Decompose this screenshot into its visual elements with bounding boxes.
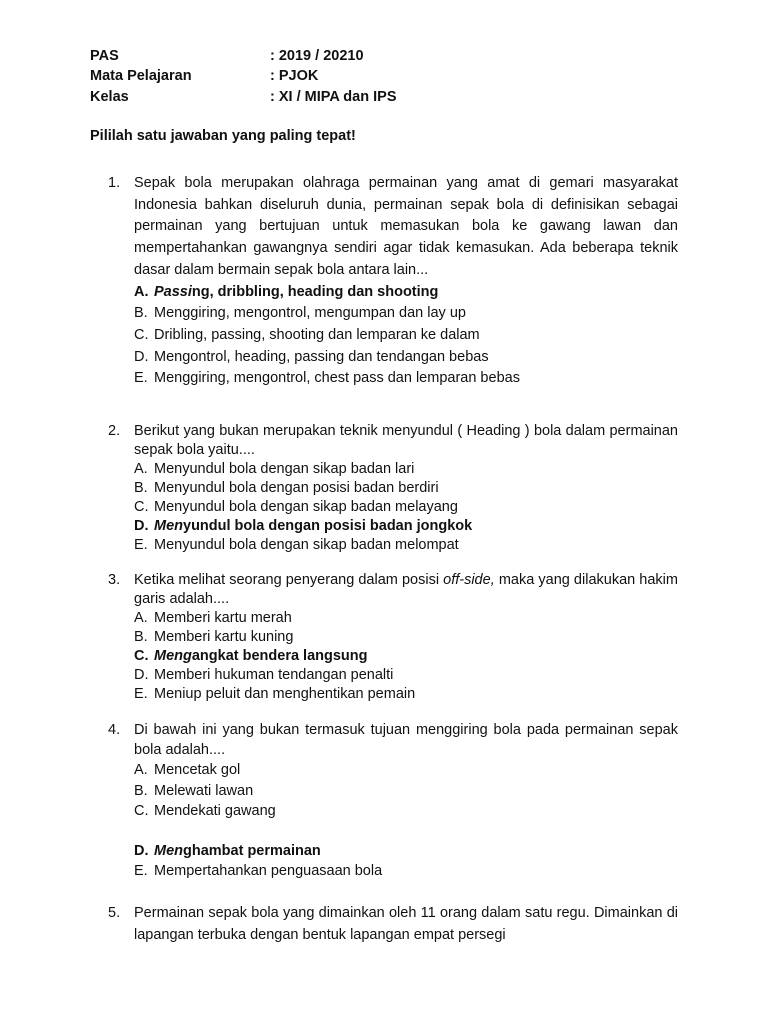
- option-text: Menyundul bola dengan sikap badan melayang: [154, 499, 458, 515]
- option-letter: E.: [134, 686, 148, 702]
- option-b: [134, 628, 678, 647]
- option-d: [134, 666, 678, 685]
- option-a: [134, 760, 678, 780]
- option-letter: E.: [134, 370, 148, 387]
- question-number: 1.: [108, 175, 121, 191]
- question-number: 4.: [108, 722, 121, 738]
- question-number: 2.: [108, 423, 121, 439]
- option-text-italic: Men: [154, 843, 183, 860]
- option-text: yundul bola dengan posisi badan jongkok: [183, 518, 473, 534]
- option-letter: E.: [134, 863, 148, 880]
- option-text: Menggiring, mengontrol, chest pass dan lemparan bebas: [154, 370, 520, 387]
- option-b: [134, 479, 678, 498]
- option-text: ghambat permainan: [183, 843, 321, 860]
- option-letter: D.: [134, 348, 149, 365]
- option-letter: A.: [134, 610, 148, 626]
- options-list: [134, 760, 678, 881]
- option-letter: A.: [134, 762, 148, 779]
- header-value: : 2019 / 20210: [270, 48, 364, 64]
- question-text-part: Ketika melihat seorang penyerang dalam posisi: [134, 572, 444, 588]
- option-letter: D.: [134, 518, 149, 534]
- option-letter: A.: [134, 461, 148, 477]
- header-value: : XI / MIPA dan IPS: [270, 89, 397, 105]
- option-c: [134, 325, 678, 347]
- option-letter: B.: [134, 305, 148, 322]
- question-2: [108, 422, 678, 555]
- option-text-italic: Passi: [154, 283, 192, 300]
- instruction: Pililah satu jawaban yang paling tepat!: [90, 128, 356, 144]
- header-label: Kelas: [90, 89, 129, 105]
- option-a: [134, 609, 678, 628]
- option-text: Mencetak gol: [154, 762, 241, 779]
- option-letter: D.: [134, 843, 149, 860]
- option-text: Memberi kartu merah: [154, 610, 292, 626]
- option-text: Menyundul bola dengan sikap badan lari: [154, 461, 415, 477]
- header-value: : PJOK: [270, 68, 319, 84]
- option-text: Menyundul bola dengan posisi badan berdiri: [154, 480, 439, 496]
- question-3: [108, 571, 678, 704]
- option-letter: C.: [134, 499, 149, 515]
- option-c: [134, 801, 678, 821]
- option-text: angkat bendera langsung: [191, 648, 368, 664]
- option-text: Memberi kartu kuning: [154, 629, 294, 645]
- option-text: Mengontrol, heading, passing dan tendangan bebas: [154, 348, 489, 365]
- question-number: 5.: [108, 905, 121, 921]
- question-4: [108, 720, 678, 881]
- options-list: [134, 460, 678, 555]
- option-a-correct: [134, 282, 678, 304]
- option-text: Menggiring, mengontrol, mengumpan dan lay up: [154, 305, 466, 322]
- option-e: [134, 536, 678, 555]
- option-c-correct: [134, 647, 678, 666]
- option-a: [134, 460, 678, 479]
- option-b: [134, 781, 678, 801]
- question-text-part: maka yang dilakukan hakim garis adalah....: [134, 572, 678, 607]
- option-text: ng, dribbling, heading dan shooting: [191, 283, 439, 300]
- question-text: [134, 571, 678, 609]
- question-text: Di bawah ini yang bukan termasuk tujuan menggiring bola pada permainan sepak bola adalah....: [134, 722, 678, 759]
- option-e: [134, 685, 678, 704]
- question-text: Permainan sepak bola yang dimainkan oleh 11 orang dalam satu regu. Dimainkan di lapangan terbuka dengan bentuk lapangan empat persegi: [134, 905, 678, 943]
- option-d: [134, 347, 678, 369]
- blank-line: [134, 821, 678, 841]
- header-label: Mata Pelajaran: [90, 68, 192, 84]
- option-text: Mempertahankan penguasaan bola: [154, 863, 383, 880]
- option-text: Mendekati gawang: [154, 802, 276, 819]
- option-text: Menyundul bola dengan sikap badan melompat: [154, 537, 459, 553]
- question-text: Sepak bola merupakan olahraga permainan yang amat di gemari masyarakat Indonesia bahkan diseluruh dunia, permainan sepak bola di definisikan sebagai permainan yang bertujuan untuk memasukan bola ke gawang lawan dan mempertahankan gawangnya sendiri agar tidak kemasukan. Ada beberapa teknik dasar dalam bermain sepak bola antara lain...: [134, 175, 678, 278]
- option-text: Memberi hukuman tendangan penalti: [154, 667, 394, 683]
- option-b: [134, 303, 678, 325]
- option-letter: C.: [134, 326, 149, 343]
- header-label: PAS: [90, 48, 119, 64]
- option-letter: E.: [134, 537, 148, 553]
- option-e: [134, 861, 678, 881]
- option-text-italic: Men: [154, 518, 183, 534]
- option-text: Melewati lawan: [154, 782, 254, 799]
- option-letter: C.: [134, 648, 149, 664]
- option-letter: B.: [134, 480, 148, 496]
- question-5: [108, 902, 678, 946]
- option-letter: B.: [134, 782, 148, 799]
- option-text-italic: Meng: [154, 648, 192, 664]
- option-d-correct: [134, 517, 678, 536]
- option-c: [134, 498, 678, 517]
- option-d-correct: [134, 841, 678, 861]
- options-list: [134, 282, 678, 391]
- question-text-italic: off-side,: [443, 572, 495, 588]
- option-letter: A.: [134, 283, 149, 300]
- option-text: Meniup peluit dan menghentikan pemain: [154, 686, 416, 702]
- question-number: 3.: [108, 572, 121, 588]
- option-e: [134, 368, 678, 390]
- option-letter: B.: [134, 629, 148, 645]
- option-text: Dribling, passing, shooting dan lemparan ke dalam: [154, 326, 480, 343]
- question-1: [108, 173, 678, 390]
- option-letter: D.: [134, 667, 149, 683]
- question-text: Berikut yang bukan merupakan teknik menyundul ( Heading ) bola dalam permainan sepak bola yaitu....: [134, 423, 678, 458]
- option-letter: C.: [134, 802, 149, 819]
- options-list: [134, 609, 678, 704]
